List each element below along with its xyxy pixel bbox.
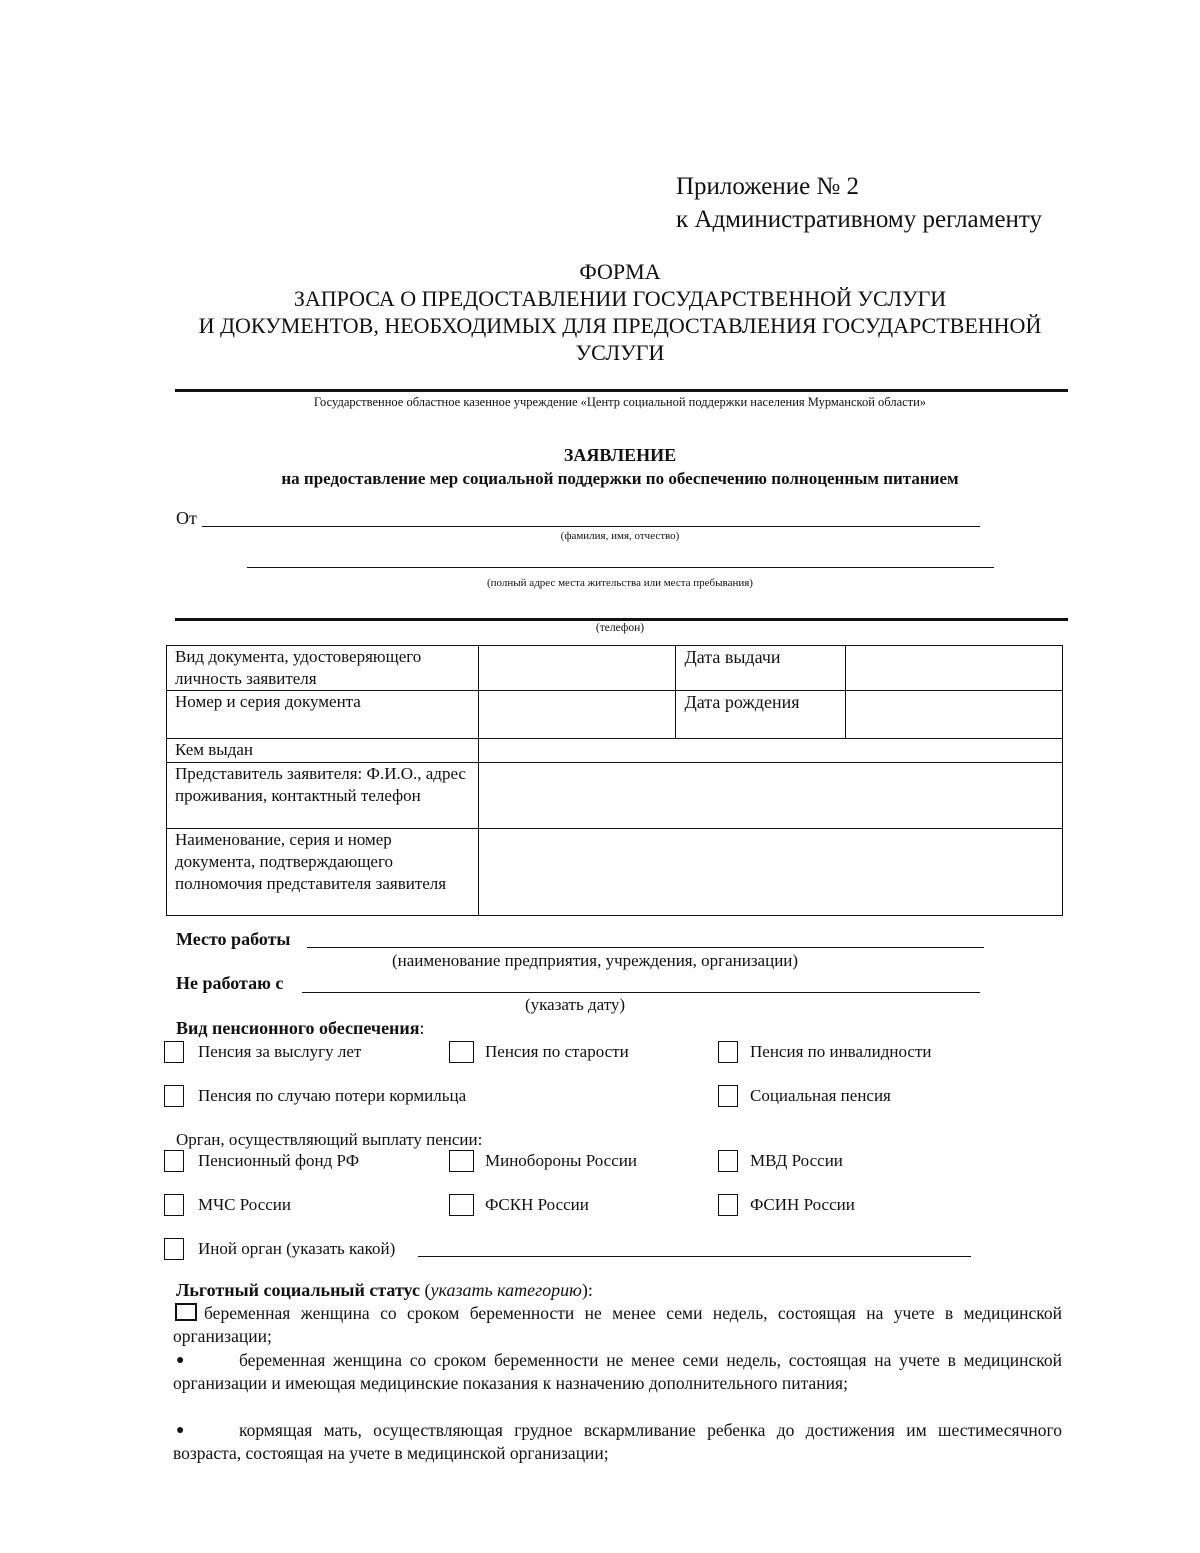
payer-mvd-label: МВД России [750, 1151, 843, 1170]
bullet-icon: ● [176, 1353, 185, 1368]
document-table [166, 645, 1063, 916]
form-title-line-4: УСЛУГИ [575, 340, 665, 365]
id-doc-type-value[interactable] [478, 646, 676, 691]
pension-service-checkbox[interactable] [164, 1041, 184, 1063]
pension-heading-colon: : [419, 1018, 425, 1038]
payer-mchs-label: МЧС России [198, 1195, 291, 1214]
pension-disability-checkbox[interactable] [718, 1041, 738, 1063]
issued-by-label: Кем выдан [167, 739, 479, 763]
table-row [167, 691, 1063, 739]
pension-survivor-checkbox[interactable] [164, 1085, 184, 1107]
birth-date-value[interactable] [846, 691, 1063, 739]
fio-field[interactable] [202, 526, 980, 527]
pension-social-label: Социальная пенсия [750, 1086, 891, 1105]
pension-disability-label: Пенсия по инвалидности [750, 1042, 932, 1061]
issue-date-value[interactable] [846, 646, 1063, 691]
address-caption: (полный адрес места жительства или места пребывания) [487, 577, 753, 589]
status-heading-italic: указать категорию [430, 1280, 582, 1300]
table-row [167, 646, 1063, 691]
appendix-reference: к Административному регламенту [676, 206, 1043, 233]
address-field[interactable] [247, 567, 994, 568]
table-row [167, 829, 1063, 916]
representative-value[interactable] [478, 763, 1062, 829]
statement-title: ЗАЯВЛЕНИЕ [563, 445, 677, 465]
status-heading-bold: Льготный социальный статус [176, 1280, 420, 1300]
payer-other-field[interactable] [418, 1256, 971, 1257]
phone-caption: (телефон) [595, 622, 645, 634]
payer-pfr-checkbox[interactable] [164, 1150, 184, 1172]
payer-fskn-checkbox[interactable] [449, 1194, 474, 1216]
pension-age-label: Пенсия по старости [485, 1042, 629, 1061]
status-item-3: кормящая мать, осуществляющая грудное вскармливание ребенка до достижения им шестимесячного возраста, состоящая на учете в медицинской организации; [173, 1420, 1062, 1463]
not-working-date-field[interactable] [302, 992, 980, 993]
status-item-1: беременная женщина со сроком беременности не менее семи недель, состоящая на учете в медицинской организации; [173, 1303, 1062, 1346]
representative-label: Представитель заявителя: Ф.И.О., адрес проживания, контактный телефон [167, 763, 479, 829]
appendix-header [676, 170, 1042, 236]
id-doc-type-label: Вид документа, удостоверяющего личность заявителя [167, 646, 479, 691]
issue-date-label: Дата выдачи [676, 646, 846, 691]
pension-age-checkbox[interactable] [449, 1041, 474, 1063]
form-title-line-2: ЗАПРОСА О ПРЕДОСТАВЛЕНИИ ГОСУДАРСТВЕННОЙ УСЛУГИ [293, 286, 947, 311]
from-label: От [176, 508, 197, 528]
statement-subtitle: на предоставление мер социальной поддержки по обеспечению полноценным питанием [281, 469, 959, 488]
fio-caption: (фамилия, имя, отчество) [560, 530, 680, 542]
payer-other-checkbox[interactable] [164, 1238, 184, 1260]
workplace-label: Место работы [176, 929, 291, 949]
doc-number-label: Номер и серия документа [167, 691, 479, 739]
form-title [160, 258, 1080, 366]
payer-mod-checkbox[interactable] [449, 1150, 474, 1172]
form-title-line-3: И ДОКУМЕНТОВ, НЕОБХОДИМЫХ ДЛЯ ПРЕДОСТАВЛЕНИЯ ГОСУДАРСТВЕННОЙ [198, 313, 1042, 338]
table-row [167, 739, 1063, 763]
pension-social-checkbox[interactable] [718, 1085, 738, 1107]
pension-service-label: Пенсия за выслугу лет [198, 1042, 362, 1061]
payer-fsin-checkbox[interactable] [718, 1194, 738, 1216]
payer-fsin-label: ФСИН России [750, 1195, 855, 1214]
payer-mchs-checkbox[interactable] [164, 1194, 184, 1216]
doc-number-value[interactable] [478, 691, 676, 739]
form-title-line-1: ФОРМА [579, 259, 661, 284]
appendix-number: Приложение № 2 [676, 173, 860, 200]
bullet-icon: ● [176, 1423, 185, 1438]
table-row [167, 763, 1063, 829]
issued-by-value[interactable] [478, 739, 1062, 763]
birth-date-label: Дата рождения [676, 691, 846, 739]
payer-mvd-checkbox[interactable] [718, 1150, 738, 1172]
date-caption: (указать дату) [525, 995, 626, 1014]
not-working-label: Не работаю с [176, 973, 284, 993]
institution-rule [175, 389, 1068, 392]
pension-heading [176, 1018, 425, 1039]
payer-other-label: Иной орган (указать какой) [198, 1239, 396, 1258]
pension-survivor-label: Пенсия по случаю потери кормильца [198, 1086, 467, 1105]
payer-pfr-label: Пенсионный фонд РФ [198, 1151, 360, 1170]
authority-doc-label: Наименование, серия и номер документа, подтверждающего полномочия представителя заявителя [167, 829, 479, 916]
pension-heading-text: Вид пенсионного обеспечения [176, 1018, 420, 1038]
status-heading: Льготный социальный статус (указать категорию): [176, 1280, 593, 1300]
authority-doc-value[interactable] [478, 829, 1062, 916]
phone-field[interactable] [175, 618, 1068, 621]
status-item-2: беременная женщина со сроком беременности не менее семи недель, состоящая на учете в медицинской организации и имеющая медицинские показания к назначению дополнительного питания; [173, 1350, 1062, 1393]
workplace-field[interactable] [307, 947, 984, 948]
workplace-caption: (наименование предприятия, учреждения, организации) [392, 951, 799, 970]
payer-heading: Орган, осуществляющий выплату пенсии: [176, 1130, 483, 1149]
payer-mod-label: Минобороны России [485, 1151, 637, 1170]
institution-name: Государственное областное казенное учреждение «Центр социальной поддержки населения Мурманской области» [313, 395, 927, 409]
payer-fskn-label: ФСКН России [485, 1195, 589, 1214]
